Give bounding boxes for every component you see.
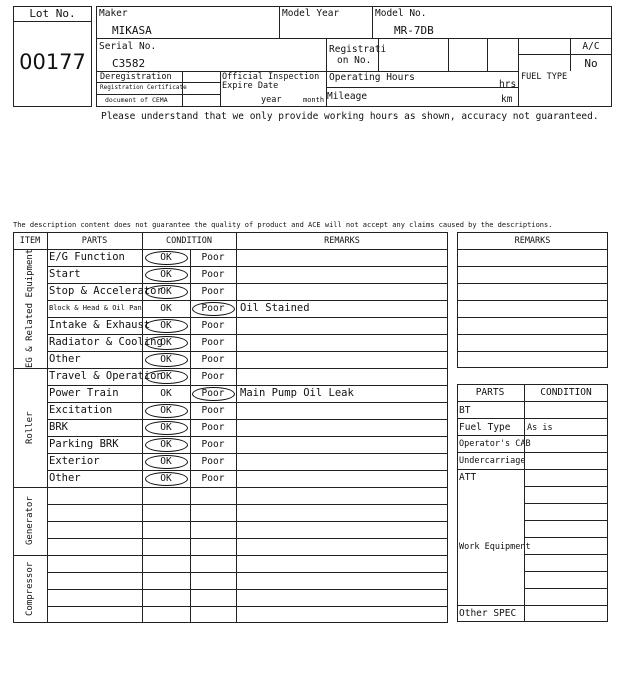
item-group-label: Generator	[25, 496, 35, 546]
part-name: Block & Head & Oil Pan	[49, 304, 142, 312]
poor-option[interactable]: Poor	[201, 286, 225, 297]
side-remarks-row-divider	[457, 317, 608, 318]
year-label: year	[261, 95, 282, 105]
spec-row-divider	[457, 452, 608, 453]
registration-certificate-label: Registration Certificate	[100, 84, 187, 91]
poor-option[interactable]: Poor	[201, 456, 225, 467]
part-name: Exterior	[49, 455, 100, 467]
side-remarks-header: REMARKS	[514, 236, 551, 246]
ok-selected-circle	[145, 370, 188, 384]
ok-option[interactable]: OK	[160, 320, 172, 331]
ok-option[interactable]: OK	[160, 422, 172, 433]
lot-no-value: 00177	[19, 50, 86, 74]
disclaimer-text: The description content does not guarantee the quality of product and ACE will not accept any claims caused by the descriptions.	[13, 221, 553, 229]
model-year-label: Model Year	[282, 8, 340, 19]
ac-label: A/C	[582, 41, 600, 52]
part-name: BRK	[49, 421, 68, 433]
row-divider	[47, 572, 448, 573]
spec-other-label: Other SPEC	[459, 608, 517, 619]
ok-option[interactable]: OK	[160, 371, 172, 382]
poor-option[interactable]: Poor	[201, 422, 225, 433]
ok-selected-circle	[145, 285, 188, 299]
spec-sub-row-divider	[524, 554, 608, 555]
ok-selected-circle	[145, 353, 188, 367]
ok-selected-circle	[145, 268, 188, 282]
model-no-value: MR-7DB	[394, 24, 434, 37]
side-remarks-row-divider	[457, 266, 608, 267]
header-item: ITEM	[19, 236, 41, 246]
row-divider	[47, 521, 448, 522]
ok-selected-circle	[145, 251, 188, 265]
remark-text: Oil Stained	[240, 302, 310, 314]
item-group-label: Roller	[25, 411, 35, 444]
poor-option[interactable]: Poor	[201, 303, 225, 314]
part-name: E/G Function	[49, 251, 125, 263]
ok-option[interactable]: OK	[160, 388, 172, 399]
row-divider	[47, 351, 448, 352]
maker-label: Maker	[99, 8, 128, 19]
spec-fuel-type-value: As is	[527, 423, 553, 433]
header-col-divider	[142, 232, 143, 249]
spec-sub-row-divider	[524, 486, 608, 487]
poor-option[interactable]: Poor	[201, 337, 225, 348]
side-remarks-row-divider	[457, 283, 608, 284]
spec-sub-row-divider	[524, 571, 608, 572]
row-divider	[47, 283, 448, 284]
table-header-divider	[13, 249, 448, 250]
row-divider	[47, 317, 448, 318]
maker-value: MIKASA	[112, 24, 152, 37]
ok-option[interactable]: OK	[160, 473, 172, 484]
header-condition: CONDITION	[165, 236, 213, 246]
row-divider	[47, 453, 448, 454]
remark-text: Main Pump Oil Leak	[240, 387, 354, 399]
document-cema-label: document of CEMA	[105, 96, 168, 104]
row-divider	[47, 589, 448, 590]
ok-selected-circle	[145, 421, 188, 435]
poor-option[interactable]: Poor	[201, 371, 225, 382]
item-group-label: Compressor	[25, 561, 35, 617]
ok-option[interactable]: OK	[160, 405, 172, 416]
row-divider	[47, 606, 448, 607]
ok-option[interactable]: OK	[160, 252, 172, 263]
header-col-divider	[236, 232, 237, 249]
side-remarks-row-divider	[457, 334, 608, 335]
part-name: Intake & Exhaust	[49, 319, 151, 331]
part-name: Radiator & Cooling	[49, 336, 163, 348]
spec-row-divider	[457, 605, 608, 606]
group-divider	[13, 368, 448, 369]
hrs-label: hrs	[499, 79, 517, 90]
header-parts: PARTS	[81, 236, 108, 246]
serial-no-label: Serial No.	[99, 41, 157, 52]
side-remarks-header-divider	[457, 249, 608, 250]
serial-no-value: C3582	[112, 57, 146, 70]
row-divider	[47, 334, 448, 335]
poor-option[interactable]: Poor	[201, 269, 225, 280]
side-remarks-row-divider	[457, 300, 608, 301]
deregistration-label: Deregistration	[100, 72, 172, 82]
part-name: Other	[49, 472, 81, 484]
poor-option[interactable]: Poor	[201, 439, 225, 450]
spec-att-label: ATT	[459, 472, 477, 483]
spec-sub-row-divider	[524, 520, 608, 521]
row-divider	[47, 436, 448, 437]
month-label: month	[303, 96, 325, 104]
spec-condition-header: CONDITION	[540, 387, 592, 398]
poor-selected-circle	[192, 387, 235, 401]
operating-hours-label: Operating Hours	[329, 72, 415, 83]
ok-selected-circle	[145, 404, 188, 418]
row-divider	[47, 470, 448, 471]
fuel-type-label: FUEL TYPE	[521, 72, 568, 82]
group-divider	[13, 555, 448, 556]
ok-option[interactable]: OK	[160, 303, 172, 314]
ok-selected-circle	[145, 455, 188, 469]
spec-parts-header: PARTS	[475, 387, 505, 398]
ok-option[interactable]: OK	[160, 337, 172, 348]
registration-label-2: on No.	[337, 55, 372, 66]
spec-sub-row-divider	[524, 537, 608, 538]
spec-undercarriage-label: Undercarriage	[459, 456, 526, 466]
expire-date-label: Expire Date	[222, 81, 279, 91]
part-name: Start	[49, 268, 81, 280]
inspection-label: Official Inspection	[222, 72, 320, 82]
ok-option[interactable]: OK	[160, 354, 172, 365]
row-divider	[47, 385, 448, 386]
model-no-label: Model No.	[375, 8, 427, 19]
registration-label: Registrati	[329, 44, 387, 55]
poor-option[interactable]: Poor	[201, 354, 225, 365]
ok-selected-circle	[145, 472, 188, 486]
ok-option[interactable]: OK	[160, 456, 172, 467]
poor-option[interactable]: Poor	[201, 252, 225, 263]
row-divider	[47, 300, 448, 301]
poor-option[interactable]: Poor	[201, 405, 225, 416]
spec-bt-label: BT	[459, 405, 471, 416]
spec-row-divider	[457, 435, 608, 436]
spec-sub-row-divider	[524, 503, 608, 504]
spec-sub-row-divider	[524, 588, 608, 589]
lot-no-label: Lot No.	[29, 7, 76, 20]
km-label: km	[501, 94, 513, 105]
part-name: Other	[49, 353, 81, 365]
spec-operator-cab-label: Operator's CAB	[459, 439, 531, 449]
ok-selected-circle	[145, 438, 188, 452]
part-name: Power Train	[49, 387, 119, 399]
part-name: Parking BRK	[49, 438, 119, 450]
spec-fuel-type-label: Fuel Type	[459, 422, 511, 433]
poor-selected-circle	[192, 302, 235, 316]
part-name: Travel & Operation	[49, 370, 163, 382]
spec-work-equipment-label: Work Equipment	[459, 542, 531, 552]
spec-row-divider	[457, 469, 608, 470]
header-remarks: REMARKS	[324, 236, 360, 246]
part-name: Excitation	[49, 404, 113, 416]
working-hours-note: Please understand that we only provide working hours as shown, accuracy not guaranteed.	[101, 111, 599, 122]
row-divider	[47, 419, 448, 420]
poor-option[interactable]: Poor	[201, 473, 225, 484]
ok-option[interactable]: OK	[160, 269, 172, 280]
poor-option[interactable]: Poor	[201, 320, 225, 331]
ac-value: No	[584, 57, 598, 70]
side-remarks-row-divider	[457, 351, 608, 352]
header-col-divider	[47, 232, 48, 249]
row-divider	[47, 402, 448, 403]
row-divider	[47, 538, 448, 539]
item-group-label: EG & Related Equipment	[25, 248, 35, 369]
part-name: Stop & Accelerator	[49, 285, 163, 297]
poor-option[interactable]: Poor	[201, 388, 225, 399]
ok-selected-circle	[145, 336, 188, 350]
spec-row-divider	[457, 401, 608, 402]
ok-option[interactable]: OK	[160, 286, 172, 297]
mileage-label: Mileage	[327, 91, 368, 102]
spec-row-divider	[457, 418, 608, 419]
group-divider	[13, 487, 448, 488]
row-divider	[47, 266, 448, 267]
row-divider	[47, 504, 448, 505]
ok-selected-circle	[145, 319, 188, 333]
ok-option[interactable]: OK	[160, 439, 172, 450]
